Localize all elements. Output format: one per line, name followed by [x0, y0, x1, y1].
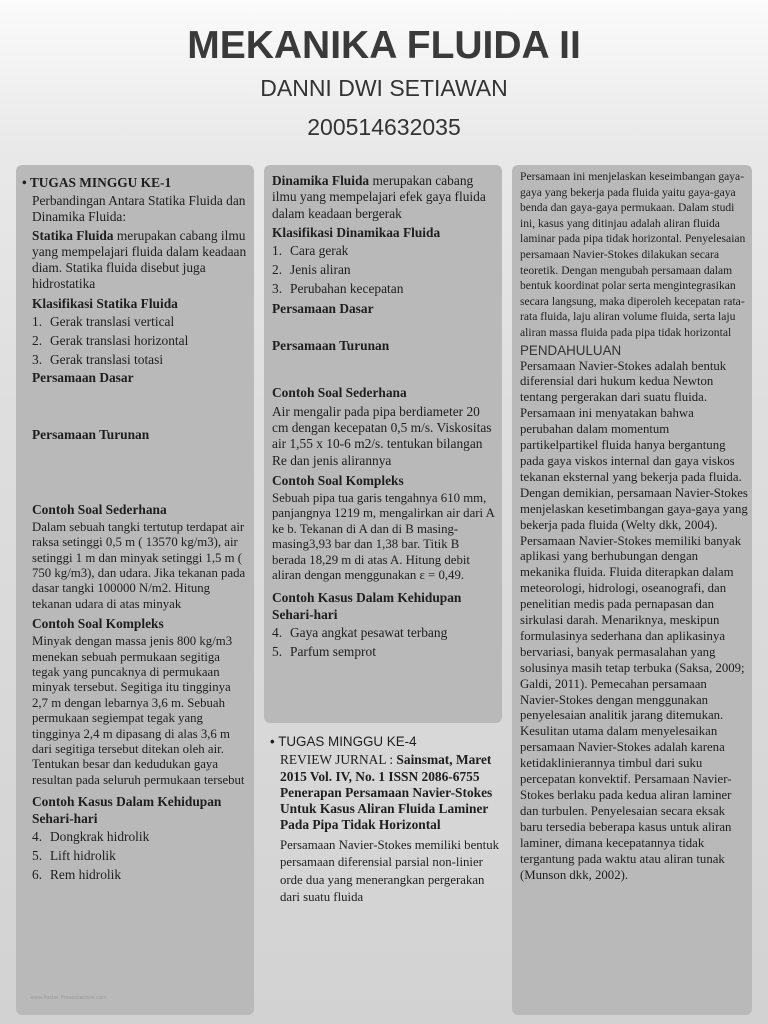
intro-text: Perbandingan Antara Statika Fluida dan Dinamika Fluida: [32, 193, 246, 225]
pendahuluan-heading: PENDAHULUAN [520, 342, 622, 358]
statika-definition [32, 228, 248, 293]
column-left [16, 165, 254, 1015]
author-name: DANNI DWI SETIAWAN [260, 75, 508, 101]
soal-sederhana-heading: Contoh Soal Sederhana [32, 501, 167, 517]
kasus-list [32, 827, 248, 884]
list-item: 2. Gerak translasi horizontal [32, 332, 189, 348]
review-citation [280, 752, 502, 785]
soal-sederhana-text: Air mengalir pada pipa berdiameter 20 cm dengan kecepatan 0,5 m/s. Viskositas air 1,55 x 10-6 m2/s. tentukan bilangan Re dan jenis alirannya [272, 403, 492, 468]
list-item: 3. Perubahan kecepatan [272, 280, 404, 296]
persamaan-dasar-heading: Persamaan Dasar [32, 369, 134, 385]
klasifikasi-dinamika-heading: Klasifikasi Dinamikaa Fluida [272, 224, 441, 240]
list-item: 5. Parfum semprot [272, 643, 376, 659]
dinamika-definition [272, 173, 496, 222]
pendahuluan-text: Persamaan Navier-Stokes adalah bentuk diferensial dari hukum kedua Newton tentang pergerakan dari suatu fluida. Persamaan ini menyatakan bahwa perubahan dalam momentum partikelpartikel fluida hanya bergantung pada gaya viskos internal dan gaya viskos tekanan eksternal yang bekerja pada fluida. Dengan demikian, persamaan Navier-Stokes menjelaskan kesetimbangan gaya-gaya yang bekerja pada fluida (Welty dkk, 2004). Persamaan Navier-Stokes memiliki banyak aplikasi yang berhubungan dengan mekanika fluida. Fluida diterapkan dalam meteorologi, hidrologi, oseanografi, dan penelitian medis pada pernapasan dan sirkulasi darah. Menariknya, meskipun formulasinya sederhana dan aplikasinya bervariasi, banyak permasalahan yang solusinya masih tetap terbuka (Saksa, 2009; Galdi, 2011). Pemecahan persamaan Navier-Stokes dengan menggunakan penyelesaian analitik jarang ditemukan. Kesulitan utama dalam menyelesaikan persamaan Navier-Stokes adalah karena ketidaklinierannya timbul dari suku percepatan konvektif. Persamaan Navier-Stokes berlaku pada kedua aliran laminer dan turbulen. Penyelesaian secara eksak baru tersedia beberapa kasus untuk aliran laminer, dimana kecepatannya tidak tergantung pada waktu atau aliran tunak (Munson dkk, 2002). [520, 358, 748, 882]
kasus-list [272, 623, 496, 661]
soal-kompleks-text: Minyak dengan massa jenis 800 kg/m3 menekan sebuah permukaan segitiga tegak yang puncaknya di permukaan minyak tersebut. Segitiga itu tingginya 2,7 m dengan lebarnya 3,6 m. Sebuah permukaan segiempat tegak yang tingginya 2,4 m dipasang di alas 3,6 m dari segitiga tersebut ditekan oleh air. Tentukan besar dan kedudukan gaya resultan pada seluruh permukaan tersebut [32, 634, 245, 787]
dinamika-term: Dinamika Fluida [272, 173, 370, 188]
soal-kompleks-heading: Contoh Soal Kompleks [32, 616, 164, 632]
klasifikasi-statika-list [32, 312, 248, 369]
soal-kompleks-heading: Contoh Soal Kompleks [272, 473, 404, 489]
statika-def-text: merupakan cabang ilmu yang mempelajari fluida dalam keadaan diam. Statika fluida disebut juga hidrostatika [32, 227, 247, 292]
soal-sederhana-text: Dalam sebuah tangki tertutup terdapat air raksa setinggi 0,5 m ( 13570 kg/m3), air setinggi 1 m dan minyak setinggi 1,5 m ( 750 kg/m3), dan udara. Jika tekanan pada dasar tangki 100000 N/m2. Hitung tekanan udara di atas minyak [32, 519, 246, 611]
bullet-icon: • [270, 734, 275, 749]
review-source: Sainsmat, Maret 2015 Vol. IV, No. 1 ISSN 2086-6755 [280, 752, 492, 784]
persamaan-turunan-heading: Persamaan Turunan [272, 337, 390, 353]
list-item: 6. Rem hidrolik [32, 867, 122, 883]
list-item: 4. Gaya angkat pesawat terbang [272, 624, 448, 640]
kasus-heading: Contoh Kasus Dalam Kehidupan Sehari-hari [272, 589, 462, 622]
klasifikasi-dinamika-list [272, 241, 496, 298]
bullet-icon: • [22, 175, 27, 190]
review-title: Penerapan Persamaan Navier-Stokes Untuk Kasus Aliran Fluida Laminer Pada Pipa Tidak Horizontal [280, 784, 493, 833]
section-heading-minggu-1: • TUGAS MINGGU KE-1 [22, 175, 172, 190]
poster-header [0, 0, 768, 160]
soal-kompleks-text: Sebuah pipa tua garis tengahnya 610 mm, panjangnya 1219 m, mengalirkan air dari A ke b. Tekanan di A dan di B masing-masing3,93 bar dan 1,38 bar. Titik B berada 18,29 m di atas A. Hitung debit aliran dengan menggunakan ε = 0,49. [272, 491, 495, 583]
watermark-text: www.Poster Presentations.com [30, 995, 107, 1001]
klasifikasi-statika-heading: Klasifikasi Statika Fluida [32, 295, 178, 311]
soal-sederhana-heading: Contoh Soal Sederhana [272, 384, 407, 400]
list-item: 5. Lift hidrolik [32, 848, 116, 864]
section-heading-minggu-4: • TUGAS MINGGU KE-4 [270, 734, 417, 749]
review-body: Persamaan Navier-Stokes memiliki bentuk persamaan diferensial parsial non-linier orde dua yang menerangkan pergerakan dari suatu fluida [280, 837, 500, 905]
poster-title: MEKANIKA FLUIDA II [187, 24, 581, 67]
persamaan-turunan-heading: Persamaan Turunan [32, 426, 150, 442]
statika-term: Statika Fluida [32, 227, 114, 243]
kasus-heading: Contoh Kasus Dalam Kehidupan Sehari-hari [32, 794, 222, 827]
persamaan-dasar-heading: Persamaan Dasar [272, 300, 374, 316]
dinamika-def-text: merupakan cabang ilmu yang mempelajari efek gaya fluida dalam keadaan bergerak [272, 173, 486, 221]
list-item: 1. Gerak translasi vertical [32, 313, 175, 329]
student-id: 200514632035 [307, 114, 461, 140]
column-right [512, 165, 752, 1015]
list-item: 2. Jenis aliran [272, 261, 351, 277]
list-item: 1. Cara gerak [272, 242, 349, 258]
abstract-text: Persamaan ini menjelaskan keseimbangan gaya-gaya yang bekerja pada fluida yaitu gaya-gaya benda dan gaya-gaya permukaan. Dalam studi ini, kasus yang ditinjau adalah aliran fluida laminar pada pipa tidak horizontal. Penyelesaian persamaan Navier-Stokes dilakukan secara teoretik. Dengan mengubah persamaan dalam bentuk koordinat polar serta mengintegrasikan secara langsung, maka diperoleh kecepatan rata-rata fluida, laju aliran volume fluida, serta laju aliran massa fluida pada pipa tidak horizontal [520, 170, 746, 339]
list-item: 3. Gerak translasi totasi [32, 351, 164, 367]
minggu-4-section [270, 734, 502, 907]
column-middle [264, 165, 502, 723]
review-label: REVIEW JURNAL : [280, 752, 397, 768]
list-item: 4. Dongkrak hidrolik [32, 829, 150, 845]
